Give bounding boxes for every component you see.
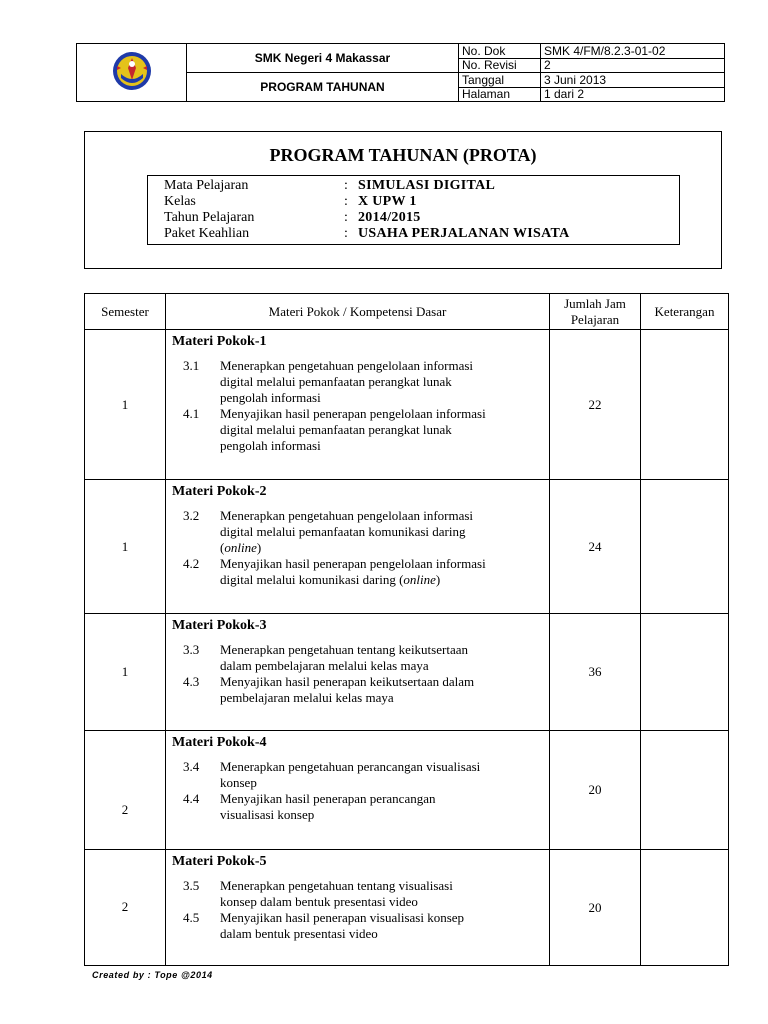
field-label-tanggal: Tanggal	[459, 73, 541, 88]
field-value-no-revisi: 2	[541, 59, 725, 73]
jam-pelajaran-cell: 24	[550, 480, 641, 614]
materi-cell	[166, 330, 550, 480]
materi-title: Materi Pokok-2	[172, 484, 267, 499]
info-value: 2014/2015	[358, 210, 421, 225]
materi-title: Materi Pokok-5	[172, 854, 267, 869]
column-header-materi: Materi Pokok / Kompetensi Dasar	[166, 294, 550, 330]
info-value: USAHA PERJALANAN WISATA	[358, 226, 570, 241]
kd-text-line: digital melalui pemanfaatan perangkat lunak	[220, 422, 452, 437]
column-header-keterangan: Keterangan	[641, 294, 729, 330]
semester-cell: 1	[85, 614, 166, 731]
kd-text-line: Menyajikan hasil penerapan pengelolaan informasi	[220, 406, 486, 421]
kd-text-line: Menerapkan pengetahuan tentang visualisasi	[220, 878, 453, 893]
kd-text-line: pengolah informasi	[220, 438, 321, 453]
materi-title: Materi Pokok-4	[172, 735, 267, 750]
kd-text-line: visualisasi konsep	[220, 807, 315, 822]
column-header-jam-line1: Jumlah Jam	[564, 295, 626, 311]
school-emblem-icon	[111, 50, 153, 92]
table-row	[85, 614, 729, 731]
jam-pelajaran-cell: 36	[550, 614, 641, 731]
semester-cell: 1	[85, 480, 166, 614]
keterangan-cell	[641, 731, 729, 850]
kompetensi-dasar-item	[172, 674, 543, 706]
kompetensi-dasar-item	[172, 910, 543, 942]
jam-pelajaran-cell: 22	[550, 330, 641, 480]
kd-number: 3.2	[183, 508, 200, 523]
table-row	[85, 731, 729, 850]
column-header-jam-line2: Pelajaran	[570, 311, 620, 327]
info-label: Kelas	[164, 194, 196, 209]
kompetensi-dasar-item	[172, 878, 543, 910]
kd-text-line: dalam pembelajaran melalui kelas maya	[220, 658, 429, 673]
table-header-row	[85, 294, 729, 330]
materi-cell	[166, 614, 550, 731]
kd-text-line: Menyajikan hasil penerapan pengelolaan informasi	[220, 556, 486, 571]
footer-credit: Created by : Tope @2014	[92, 970, 213, 980]
kd-number: 3.5	[183, 878, 200, 893]
kd-number: 3.1	[183, 358, 200, 373]
kd-text-line: Menerapkan pengetahuan perancangan visualisasi	[220, 759, 481, 774]
school-name: SMK Negeri 4 Makassar	[187, 44, 459, 73]
prota-table	[84, 293, 729, 966]
field-label-no-dok: No. Dok	[459, 44, 541, 59]
subject-info-box	[147, 175, 680, 245]
kompetensi-dasar-item	[172, 358, 543, 406]
kd-number: 3.3	[183, 642, 200, 657]
kd-text-line: digital melalui komunikasi daring (online)	[220, 572, 441, 587]
kd-text-line: Menyajikan hasil penerapan perancangan	[220, 791, 436, 806]
materi-title: Materi Pokok-1	[172, 334, 267, 349]
materi-cell	[166, 850, 550, 966]
field-value-no-dok: SMK 4/FM/8.2.3-01-02	[541, 44, 725, 59]
table-row	[85, 330, 729, 480]
jam-pelajaran-cell: 20	[550, 850, 641, 966]
field-label-halaman: Halaman	[459, 88, 541, 102]
info-label: Paket Keahlian	[164, 226, 250, 241]
kd-text-line: dalam bentuk presentasi video	[220, 926, 378, 941]
kd-text-line: digital melalui pemanfaatan komunikasi daring	[220, 524, 466, 539]
kd-text-line: pembelajaran melalui kelas maya	[220, 690, 394, 705]
info-colon: :	[344, 194, 348, 209]
kd-number: 4.4	[183, 791, 200, 806]
kd-text-line: konsep dalam bentuk presentasi video	[220, 894, 418, 909]
kd-number: 4.3	[183, 674, 200, 689]
semester-cell: 1	[85, 330, 166, 480]
table-row	[85, 480, 729, 614]
document-header	[76, 43, 725, 102]
kd-text-line: Menerapkan pengetahuan pengelolaan informasi	[220, 358, 474, 373]
kompetensi-dasar-item	[172, 406, 543, 454]
keterangan-cell	[641, 850, 729, 966]
title-box	[84, 131, 722, 269]
kd-number: 4.5	[183, 910, 200, 925]
column-header-semester: Semester	[85, 294, 166, 330]
page-title: PROGRAM TAHUNAN (PROTA)	[269, 145, 537, 165]
kd-text-line: Menyajikan hasil penerapan visualisasi konsep	[220, 910, 465, 925]
kd-text-line: pengolah informasi	[220, 390, 321, 405]
info-colon: :	[344, 210, 348, 225]
semester-cell: 2	[85, 731, 166, 850]
info-value: SIMULASI DIGITAL	[358, 178, 496, 193]
kd-number: 4.1	[183, 406, 200, 421]
kompetensi-dasar-item	[172, 508, 543, 556]
column-header-jam	[550, 294, 641, 330]
materi-cell	[166, 731, 550, 850]
materi-title: Materi Pokok-3	[172, 618, 267, 633]
info-value: X UPW 1	[358, 194, 417, 209]
kd-text-line: Menerapkan pengetahuan tentang keikutsertaan	[220, 642, 468, 657]
jam-pelajaran-cell: 20	[550, 731, 641, 850]
semester-cell: 2	[85, 850, 166, 966]
kompetensi-dasar-item	[172, 791, 543, 823]
logo-cell	[77, 44, 187, 102]
info-label: Tahun Pelajaran	[164, 210, 255, 225]
keterangan-cell	[641, 480, 729, 614]
kd-number: 3.4	[183, 759, 200, 774]
kd-text-line: digital melalui pemanfaatan perangkat lunak	[220, 374, 452, 389]
info-colon: :	[344, 178, 348, 193]
table-row	[85, 850, 729, 966]
kd-text-line: Menyajikan hasil penerapan keikutsertaan dalam	[220, 674, 475, 689]
field-label-no-revisi: No. Revisi	[459, 59, 541, 73]
kd-number: 4.2	[183, 556, 200, 571]
document-type: PROGRAM TAHUNAN	[187, 73, 459, 102]
info-colon: :	[344, 226, 348, 241]
field-value-halaman: 1 dari 2	[541, 88, 725, 102]
info-label: Mata Pelajaran	[164, 178, 249, 193]
field-value-tanggal: 3 Juni 2013	[541, 73, 725, 88]
kompetensi-dasar-item	[172, 642, 543, 674]
keterangan-cell	[641, 614, 729, 731]
kompetensi-dasar-item	[172, 556, 543, 588]
online-emphasis: online	[224, 540, 257, 555]
online-emphasis: online	[403, 572, 436, 587]
kompetensi-dasar-item	[172, 759, 543, 791]
kd-text-line: konsep	[220, 775, 257, 790]
kd-text-line: (online)	[220, 540, 262, 555]
keterangan-cell	[641, 330, 729, 480]
kd-text-line: Menerapkan pengetahuan pengelolaan informasi	[220, 508, 474, 523]
materi-cell	[166, 480, 550, 614]
